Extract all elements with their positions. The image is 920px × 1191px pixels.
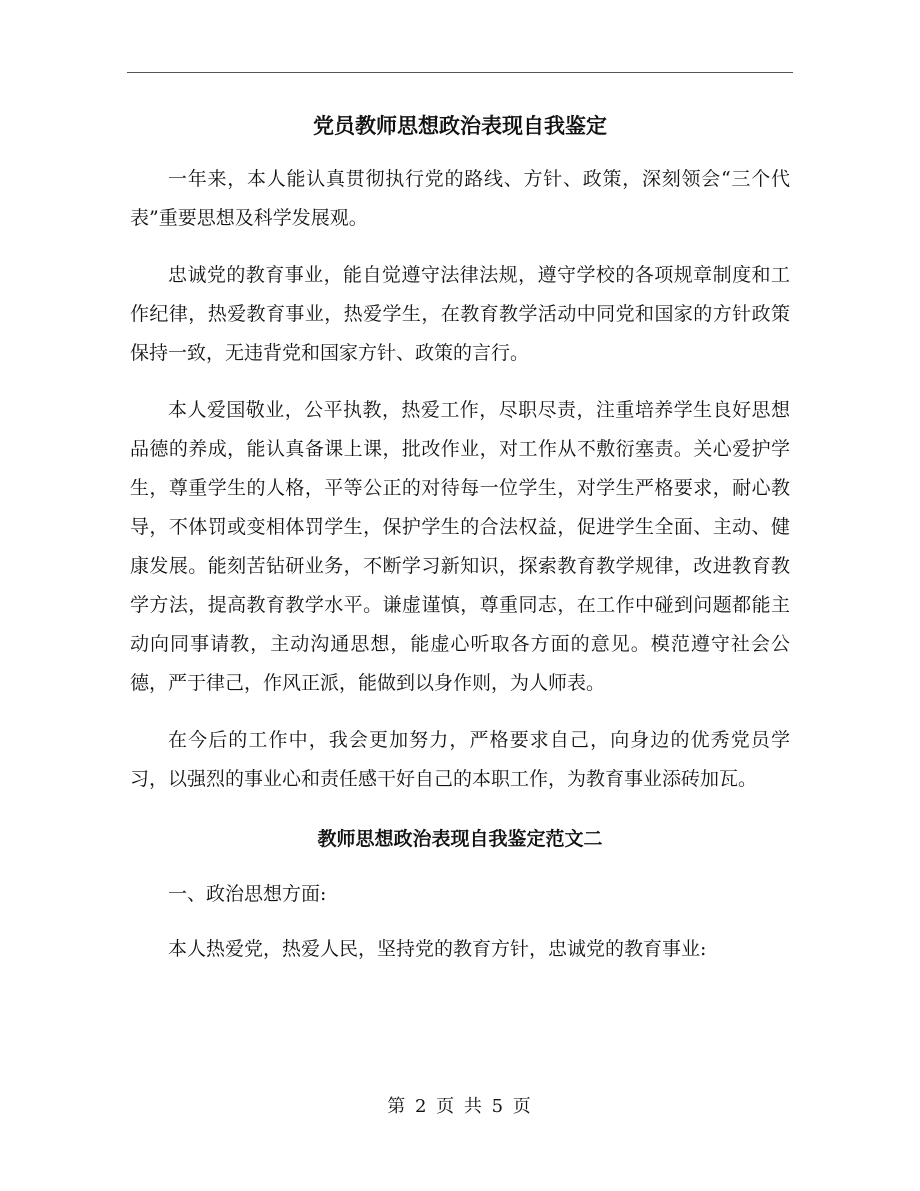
paragraph-4: 在今后的工作中，我会更加努力，严格要求自己，向身边的优秀党员学习，以强烈的事业心和责任感干好自己的本职工作，为教育事业添砖加瓦。: [130, 729, 790, 790]
paragraph-1: 一年来，本人能认真贯彻执行党的路线、方针、政策，深刻领会“三个代表”重要思想及科学发展观。: [130, 168, 790, 229]
header-rule: [127, 72, 793, 73]
paragraph-3: 本人爱国敬业，公平执教，热爱工作，尽职尽责，注重培养学生良好思想品德的养成，能认真备课上课，批改作业，对工作从不敷衍塞责。关心爱护学生，尊重学生的人格，平等公正的对待每一位学生，对学生严格要求，耐心教导，不体罚或变相体罚学生，保护学生的合法权益，促进学生全面、主动、健康发展。能刻苦钻研业务，不断学习新知识，探索教育教学规律，改进教育教学方法，提高教育教学水平。谦虚谨慎，尊重同志，在工作中碰到问题都能主动向同事请教，主动沟通思想，能虚心听取各方面的意见。模范遵守社会公德，严于律己，作风正派，能做到以身作则，为人师表。: [130, 399, 790, 694]
section-title: 教师思想政治表现自我鉴定范文二: [317, 828, 603, 850]
paragraph-5: 本人热爱党，热爱人民，坚持党的教育方针，忠诚党的教育事业:: [168, 938, 707, 960]
document-title: 党员教师思想政治表现自我鉴定: [313, 114, 607, 138]
paragraph-2: 忠诚党的教育事业，能自觉遵守法律法规，遵守学校的各项规章制度和工作纪律，热爱教育事业，热爱学生，在教育教学活动中同党和国家的方针政策保持一致，无违背党和国家方针、政策的言行。: [130, 264, 790, 364]
page-number: 第 2 页 共 5 页: [387, 1096, 533, 1117]
document-body: [130, 100, 790, 985]
section-heading: 一、政治思想方面:: [168, 883, 327, 905]
